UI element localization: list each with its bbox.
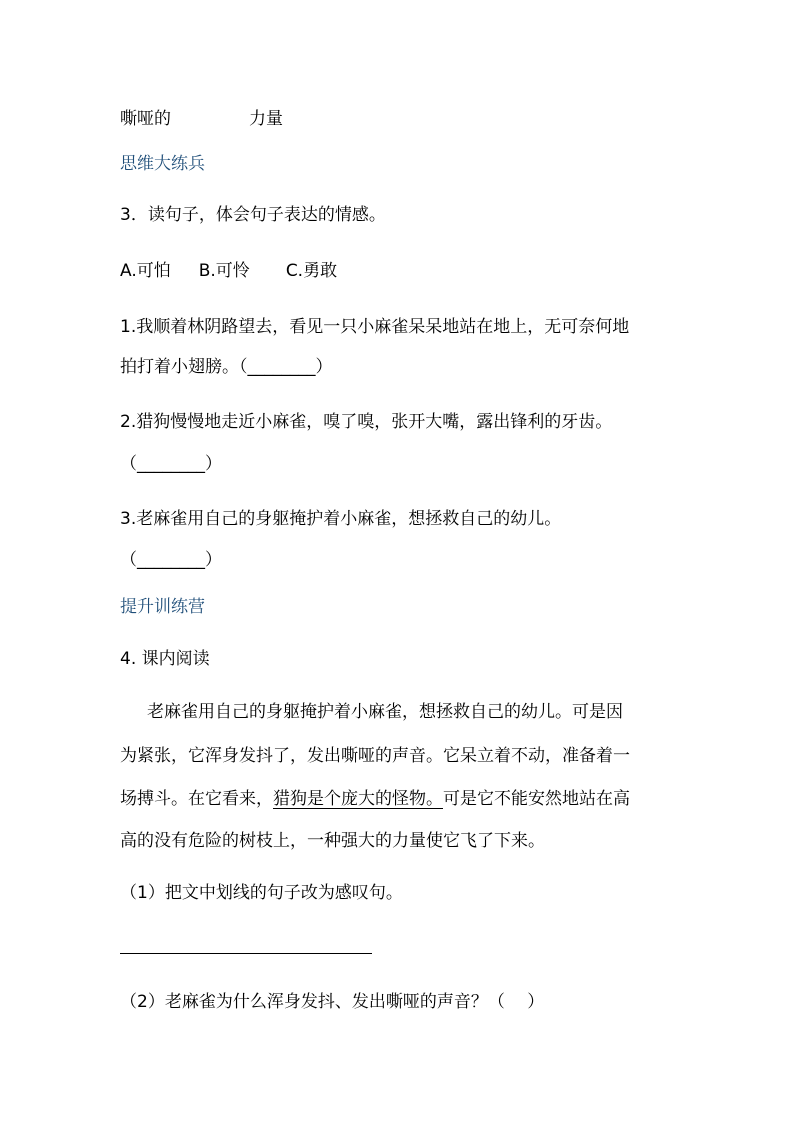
fill-left: 嘶哑的	[120, 109, 171, 129]
question-3-title: 3．读句子，体会句子表达的情感。	[120, 205, 386, 225]
passage-line-2: 为紧张，它浑身发抖了，发出嘶哑的声音。它呆立着不动，准备着一	[120, 746, 630, 766]
section-title-2: 提升训练营	[120, 597, 205, 617]
q3-item-1-line-1: 1.我顺着林阴路望去，看见一只小麻雀呆呆地站在地上，无可奈何地	[120, 317, 630, 337]
question-4-title: 4. 课内阅读	[120, 649, 210, 669]
q3-item-2-line-2: （________）	[120, 454, 222, 474]
section-title-1: 思维大练兵	[120, 154, 205, 174]
question-3-options	[120, 260, 337, 282]
fill-right: 力量	[249, 109, 283, 129]
passage-line-1: 老麻雀用自己的身躯掩护着小麻雀，想拯救自己的幼儿。可是因	[147, 702, 623, 722]
passage-line-3-end: 可是它不能安然地站在高	[443, 789, 630, 809]
underlined-sentence: 猎狗是个庞大的怪物。	[273, 789, 443, 809]
q3-item-1-line-2: 拍打着小翅膀。（________）	[120, 357, 333, 377]
option-a: A.可怕	[120, 261, 171, 281]
q3-item-2-line-1: 2.猎狗慢慢地走近小麻雀，嗅了嗅，张开大嘴，露出锋利的牙齿。	[120, 412, 613, 432]
fill-line	[120, 108, 283, 130]
passage-line-3-start: 场搏斗。在它看来，	[120, 789, 273, 809]
sub-question-1: （1）把文中划线的句子改为感叹句。	[120, 883, 403, 903]
sub-question-2: （2）老麻雀为什么浑身发抖、发出嘶哑的声音？（ ）	[120, 992, 545, 1012]
answer-line[interactable]	[120, 953, 372, 954]
option-b: B.可怜	[198, 261, 250, 281]
passage-line-4: 高的没有危险的树枝上，一种强大的力量使它飞了下来。	[120, 831, 545, 851]
q3-item-3-line-1: 3.老麻雀用自己的身躯掩护着小麻雀，想拯救自己的幼儿。	[120, 509, 562, 529]
q3-item-3-line-2: （________）	[120, 550, 222, 570]
passage-line-3	[120, 788, 630, 810]
option-c: C.勇敢	[285, 261, 338, 281]
